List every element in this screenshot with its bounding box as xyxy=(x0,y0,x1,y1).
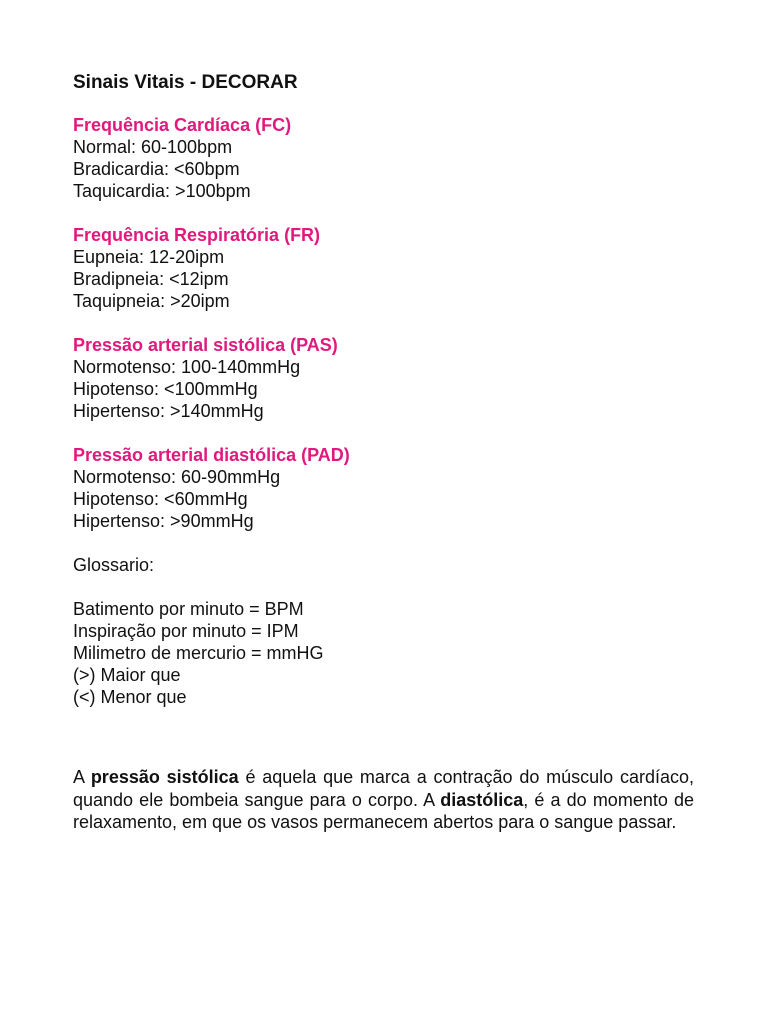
section-diastolic-pressure xyxy=(73,444,694,532)
section-heading: Frequência Cardíaca (FC) xyxy=(73,115,292,135)
section-systolic-pressure xyxy=(73,334,694,422)
note-bold-term: diastólica xyxy=(440,789,524,810)
glossary-title: Glossario: xyxy=(73,555,155,575)
document-title: Sinais Vitais - DECORAR xyxy=(73,72,298,93)
section-line: Normotenso: 60-90mmHg xyxy=(73,467,281,487)
glossary-item: (>) Maior que xyxy=(73,665,181,685)
section-line: Hipotenso: <100mmHg xyxy=(73,379,258,399)
glossary-item: Inspiração por minuto = IPM xyxy=(73,621,299,641)
note-text: , é a do momento de relaxamento, em que os vasos permanecem abertos para o sangue passar. xyxy=(73,789,694,832)
section-line: Hipertenso: >90mmHg xyxy=(73,511,254,531)
section-line: Taquipneia: >20ipm xyxy=(73,291,230,311)
section-heading: Pressão arterial diastólica (PAD) xyxy=(73,445,350,465)
section-line: Bradipneia: <12ipm xyxy=(73,269,229,289)
explanatory-note xyxy=(73,766,694,834)
section-line: Eupneia: 12-20ipm xyxy=(73,247,225,267)
glossary-item: (<) Menor que xyxy=(73,687,187,707)
section-respiratory-rate xyxy=(73,224,694,312)
glossary xyxy=(73,554,694,708)
glossary-item: Batimento por minuto = BPM xyxy=(73,599,304,619)
section-line: Normal: 60-100bpm xyxy=(73,137,233,157)
note-text: é aquela que marca a contração do músculo cardíaco, quando ele bombeia sangue para o corpo. A xyxy=(73,767,695,810)
section-line: Hipertenso: >140mmHg xyxy=(73,401,264,421)
section-line: Taquicardia: >100bpm xyxy=(73,181,251,201)
section-line: Normotenso: 100-140mmHg xyxy=(73,357,301,377)
section-line: Bradicardia: <60bpm xyxy=(73,159,240,179)
glossary-item: Milimetro de mercurio = mmHG xyxy=(73,643,324,663)
section-heart-rate xyxy=(73,114,694,202)
document-page xyxy=(73,70,694,852)
section-heading: Frequência Respiratória (FR) xyxy=(73,225,321,245)
section-heading: Pressão arterial sistólica (PAS) xyxy=(73,335,338,355)
section-line: Hipotenso: <60mmHg xyxy=(73,489,248,509)
note-bold-term: pressão sistólica xyxy=(90,767,239,787)
note-text: A xyxy=(73,767,91,787)
